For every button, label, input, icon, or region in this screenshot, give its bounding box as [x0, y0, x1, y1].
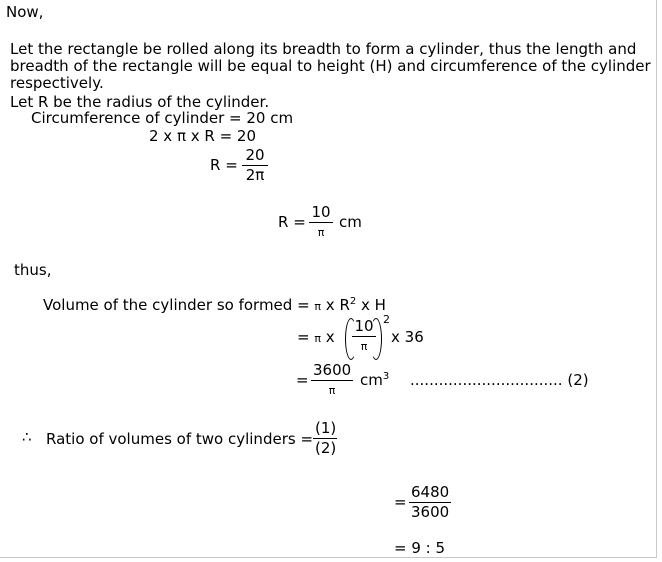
eq2-numerator: 20 [245, 146, 265, 164]
eq2-lhs: R = [210, 156, 238, 174]
r2-denominator: 3600 [411, 503, 450, 521]
vol2-exponent: 2 [383, 313, 390, 326]
paragraph-line-3: respectively. [10, 74, 104, 92]
volume-r: x R [321, 296, 350, 314]
volume-line [43, 297, 386, 315]
ratio-numerator: (1) [315, 419, 337, 437]
exponent: 2 [349, 296, 357, 307]
heading-now: Now, [6, 3, 44, 21]
r2-equals: = [394, 493, 407, 511]
r2-fraction [409, 484, 451, 521]
equation-2-pi-r: 2 x π x R = 20 [149, 127, 257, 145]
vol3-denominator: π [328, 384, 336, 397]
paragraph-line-1: Let the rectangle be rolled along its breadth to form a cylinder, thus the length and [10, 40, 637, 58]
eq2-denominator: 2π [245, 166, 265, 184]
fraction-bar [309, 222, 333, 223]
r2-numerator: 6480 [411, 483, 450, 501]
eq3-unit: cm [339, 213, 362, 231]
vol2-prefix [297, 329, 335, 347]
pi-symbol: π [314, 300, 322, 313]
let-radius-line: Let R be the radius of the cylinder. [10, 93, 270, 111]
paragraph-line-2: breadth of the rectangle will be equal to height (H) and circumference of the cylinder [10, 57, 651, 75]
exponent: 3 [382, 371, 390, 382]
times-sign: x [320, 328, 335, 346]
circumference-line: Circumference of cylinder = 20 cm [31, 109, 294, 127]
unit-cm: cm [360, 371, 383, 389]
pi-symbol: π [314, 332, 321, 345]
eq3-numerator: 10 [311, 203, 331, 221]
vol2-numerator: 10 [354, 317, 374, 335]
eq3-denominator: π [317, 226, 325, 239]
fraction-bar [311, 380, 353, 381]
equals-sign: = [297, 328, 315, 346]
therefore-symbol: ∴ [22, 428, 32, 446]
right-parenthesis [370, 318, 382, 360]
volume-h: x H [356, 296, 386, 314]
vol3-fraction [311, 362, 353, 399]
vol3-equals: = [296, 371, 309, 389]
eq3-fraction [309, 204, 333, 241]
vol3-equation-tag: ................................ (2) [410, 371, 589, 389]
ratio-lhs: Ratio of volumes of two cylinders = [46, 430, 314, 448]
ratio-denominator: (2) [315, 439, 337, 457]
thus-label: thus, [14, 261, 52, 279]
vol2-denominator: π [360, 340, 368, 353]
vol3-numerator: 3600 [313, 361, 352, 379]
eq2-fraction [242, 147, 268, 184]
vol2-tail: x 36 [391, 328, 424, 346]
volume-lhs: Volume of the cylinder so formed = [43, 296, 315, 314]
eq3-lhs: R = [278, 213, 306, 231]
ratio-fraction [313, 420, 337, 457]
final-ratio: = 9 : 5 [394, 539, 446, 557]
vol3-unit [360, 372, 389, 389]
